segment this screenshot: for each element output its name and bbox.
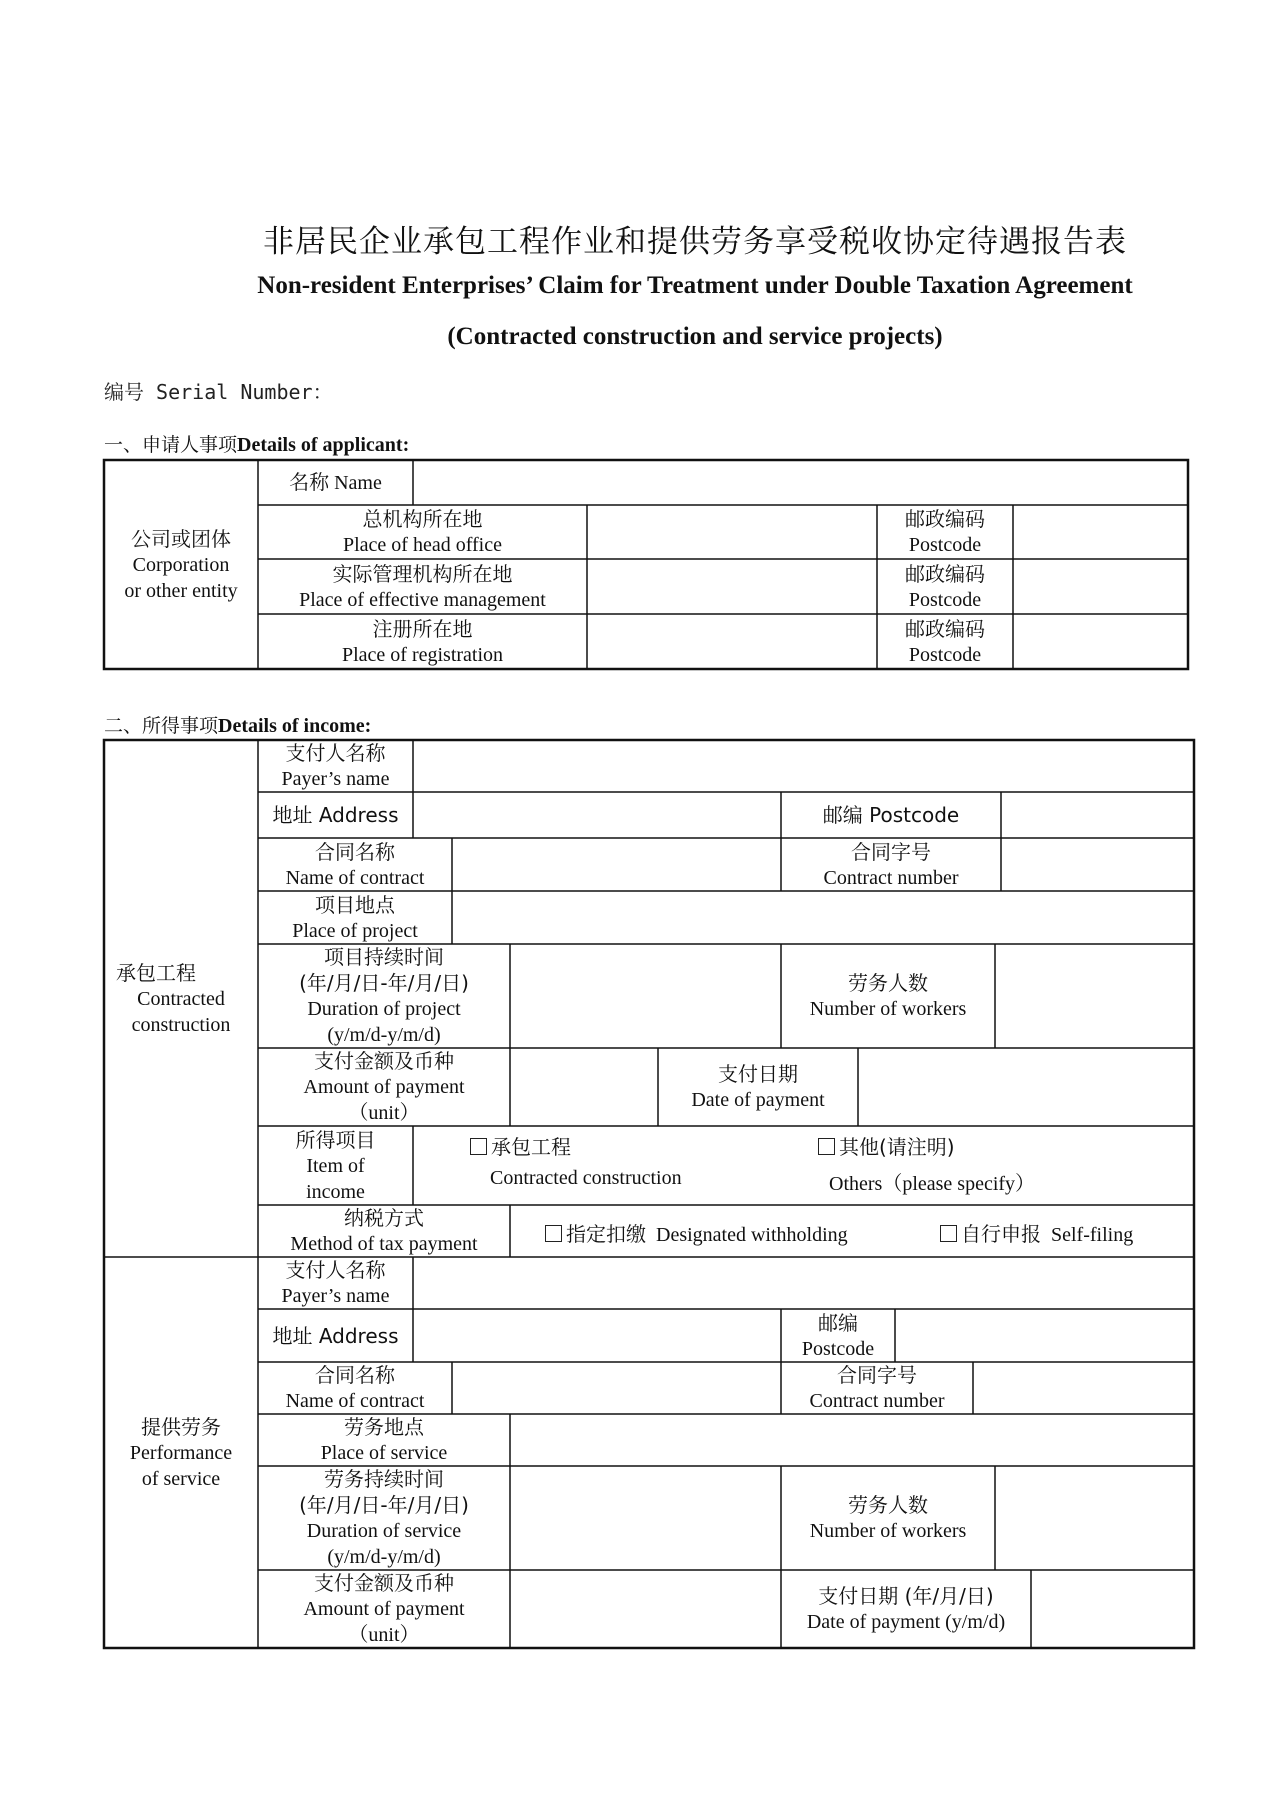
construction-group-en2: construction bbox=[131, 1013, 231, 1036]
c-workers-en: Number of workers bbox=[809, 998, 967, 1020]
opt-others-en: Others（please specify） bbox=[829, 1173, 1036, 1195]
form-title-en: Non-resident Enterprises’ Claim for Treatment under Double Taxation Agreement bbox=[257, 272, 1133, 299]
effective-management-label bbox=[258, 559, 587, 614]
opt-others-cn: 其他(请注明) bbox=[839, 1135, 955, 1159]
s-contract-number-field[interactable] bbox=[973, 1362, 1194, 1414]
s-date-cn: 支付日期 (年/月/日) bbox=[818, 1584, 994, 1608]
c-item-cn: 所得项目 bbox=[295, 1127, 376, 1152]
c-amount-en: Amount of payment bbox=[303, 1076, 465, 1098]
registration-label bbox=[258, 614, 587, 669]
c-item-option-construction[interactable] bbox=[470, 1131, 571, 1160]
s-amount-cn: 支付金额及币种 bbox=[314, 1571, 454, 1595]
applicant-entity-label bbox=[104, 460, 258, 669]
s-place-en: Place of service bbox=[320, 1442, 448, 1464]
s-payer-cn: 支付人名称 bbox=[285, 1258, 386, 1282]
s-postcode-field[interactable] bbox=[895, 1309, 1194, 1362]
postcode-cn: 邮政编码 bbox=[905, 616, 985, 641]
section-income-en: Details of income: bbox=[218, 715, 372, 737]
c-address-field[interactable] bbox=[413, 792, 781, 838]
s-date-en: Date of payment (y/m/d) bbox=[806, 1611, 1006, 1633]
registration-en: Place of registration bbox=[341, 643, 504, 666]
c-item-en1: Item of bbox=[306, 1154, 365, 1177]
c-contract-name-en: Name of contract bbox=[285, 866, 425, 889]
effective-postcode-field[interactable] bbox=[1013, 559, 1188, 614]
effective-postcode-label bbox=[877, 559, 1013, 614]
s-contract-no-en: Contract number bbox=[809, 1390, 945, 1412]
c-workers-cn: 劳务人数 bbox=[848, 971, 928, 995]
service-group-label bbox=[104, 1257, 258, 1648]
c-contract-no-cn: 合同字号 bbox=[851, 839, 931, 864]
c-place-cn: 项目地点 bbox=[315, 892, 395, 917]
entity-label-en2: or other entity bbox=[124, 579, 238, 602]
checkbox-withholding[interactable] bbox=[545, 1225, 562, 1242]
construction-group-en1: Contracted bbox=[137, 987, 225, 1010]
c-date-cn: 支付日期 bbox=[718, 1062, 798, 1086]
s-contract-no-cn: 合同字号 bbox=[837, 1363, 917, 1387]
s-payer-field[interactable] bbox=[413, 1257, 1194, 1309]
section-applicant-en: Details of applicant: bbox=[237, 434, 410, 456]
form-subtitle: (Contracted construction and service projects) bbox=[447, 323, 943, 350]
s-address-label bbox=[258, 1309, 413, 1362]
effective-cn: 实际管理机构所在地 bbox=[332, 561, 513, 586]
opt-selffiling-cn: 自行申报 bbox=[961, 1222, 1041, 1246]
registration-postcode-label bbox=[877, 614, 1013, 669]
c-address-label bbox=[258, 792, 413, 838]
c-date-field[interactable] bbox=[858, 1048, 1194, 1126]
c-contract-number-label bbox=[781, 838, 1001, 891]
s-duration-field[interactable] bbox=[510, 1466, 781, 1570]
s-place-field[interactable] bbox=[510, 1414, 1194, 1466]
c-postcode-field[interactable] bbox=[1001, 792, 1194, 838]
s-postcode-en: Postcode bbox=[801, 1337, 875, 1360]
s-contract-name-field[interactable] bbox=[452, 1362, 781, 1414]
s-contract-name-cn: 合同名称 bbox=[315, 1363, 395, 1387]
postcode-en: Postcode bbox=[908, 534, 982, 556]
c-address-text: 地址 Address bbox=[272, 803, 399, 827]
opt-withholding-en: Designated withholding bbox=[656, 1224, 848, 1246]
c-contract-number-field[interactable] bbox=[1001, 838, 1194, 891]
s-amount-label bbox=[258, 1570, 510, 1648]
checkbox-others[interactable] bbox=[818, 1138, 835, 1155]
head-office-field[interactable] bbox=[587, 505, 877, 559]
c-duration-field[interactable] bbox=[510, 944, 781, 1048]
c-workers-label bbox=[781, 944, 995, 1048]
opt-construction-en: Contracted construction bbox=[490, 1167, 682, 1189]
c-amount-label bbox=[258, 1048, 510, 1126]
c-contract-name-field[interactable] bbox=[452, 838, 781, 891]
c-date-en: Date of payment bbox=[691, 1089, 825, 1111]
checkbox-construction[interactable] bbox=[470, 1138, 487, 1155]
c-duration-cn: 项目持续时间 bbox=[324, 945, 444, 969]
c-duration-label bbox=[258, 944, 510, 1048]
entity-label-cn: 公司或团体 bbox=[131, 526, 231, 551]
c-amount-unit: （unit） bbox=[348, 1102, 420, 1124]
s-workers-cn: 劳务人数 bbox=[848, 1493, 928, 1517]
s-duration-label bbox=[258, 1466, 510, 1570]
registration-postcode-field[interactable] bbox=[1013, 614, 1188, 669]
c-item-en2: income bbox=[306, 1180, 365, 1203]
c-date-label bbox=[658, 1048, 858, 1126]
s-address-text: 地址 Address bbox=[272, 1323, 399, 1348]
opt-selffiling-en: Self-filing bbox=[1051, 1224, 1134, 1246]
head-office-postcode-label bbox=[877, 505, 1013, 559]
c-place-label bbox=[258, 891, 452, 944]
s-workers-label bbox=[781, 1466, 995, 1570]
s-contract-number-label bbox=[781, 1362, 973, 1414]
s-date-label bbox=[781, 1570, 1031, 1648]
registration-field[interactable] bbox=[587, 614, 877, 669]
s-workers-field[interactable] bbox=[995, 1466, 1194, 1570]
service-group-cn: 提供劳务 bbox=[141, 1414, 221, 1439]
c-payer-field[interactable] bbox=[413, 740, 1194, 792]
c-payer-en: Payer’s name bbox=[281, 768, 390, 790]
effective-management-field[interactable] bbox=[587, 559, 877, 614]
head-office-cn: 总机构所在地 bbox=[362, 507, 483, 531]
postcode-cn: 邮政编码 bbox=[905, 561, 985, 586]
opt-withholding-cn: 指定扣缴 bbox=[566, 1222, 646, 1246]
head-office-label bbox=[258, 505, 587, 559]
entity-label-en1: Corporation bbox=[132, 553, 230, 576]
s-payer-label bbox=[258, 1257, 413, 1309]
s-duration-en: Duration of service bbox=[306, 1520, 462, 1542]
s-duration-fmt-cn: (年/月/日-年/月/日) bbox=[299, 1493, 469, 1517]
c-place-field[interactable] bbox=[452, 891, 1194, 944]
effective-en: Place of effective management bbox=[299, 588, 546, 611]
c-payer-cn: 支付人名称 bbox=[285, 741, 386, 765]
c-amount-field[interactable] bbox=[510, 1048, 658, 1126]
c-place-en: Place of project bbox=[292, 919, 418, 942]
s-duration-fmt-en: (y/m/d-y/m/d) bbox=[327, 1546, 441, 1568]
checkbox-self-filing[interactable] bbox=[940, 1225, 957, 1242]
applicant-name-label bbox=[258, 460, 413, 505]
option-self-filing[interactable] bbox=[940, 1218, 1133, 1247]
c-item-label bbox=[258, 1126, 413, 1205]
s-amount-en: Amount of payment bbox=[303, 1598, 465, 1620]
s-payer-en: Payer’s name bbox=[281, 1285, 390, 1307]
c-amount-cn: 支付金额及币种 bbox=[314, 1049, 454, 1073]
opt-construction-cn: 承包工程 bbox=[491, 1135, 571, 1159]
s-place-label bbox=[258, 1414, 510, 1466]
c-tax-method-label bbox=[258, 1205, 510, 1257]
s-postcode-cn: 邮编 bbox=[818, 1310, 858, 1335]
section-income-cn: 二、所得事项 bbox=[104, 715, 219, 737]
c-duration-fmt-en: (y/m/d-y/m/d) bbox=[327, 1024, 441, 1046]
c-contract-name-label bbox=[258, 838, 452, 891]
service-group-en2: of service bbox=[141, 1467, 221, 1490]
c-tax-method-en: Method of tax payment bbox=[290, 1233, 478, 1255]
c-postcode-label bbox=[781, 792, 1001, 838]
s-amount-unit: （unit） bbox=[348, 1624, 420, 1646]
s-contract-name-label bbox=[258, 1362, 452, 1414]
c-workers-field[interactable] bbox=[995, 944, 1194, 1048]
s-date-field[interactable] bbox=[1031, 1570, 1194, 1648]
c-contract-name-cn: 合同名称 bbox=[315, 839, 395, 864]
c-payer-label bbox=[258, 740, 413, 792]
s-place-cn: 劳务地点 bbox=[344, 1415, 424, 1439]
postcode-en: Postcode bbox=[908, 588, 982, 611]
c-contract-no-en: Contract number bbox=[823, 866, 959, 889]
section-applicant-cn: 一、申请人事项 bbox=[104, 434, 238, 456]
c-duration-en: Duration of project bbox=[307, 998, 461, 1020]
name-label: 名称 Name bbox=[289, 471, 382, 494]
s-postcode-label bbox=[781, 1309, 895, 1362]
postcode-en: Postcode bbox=[908, 643, 982, 666]
option-designated-withholding[interactable] bbox=[545, 1218, 848, 1247]
c-item-option-others[interactable] bbox=[818, 1131, 955, 1160]
s-workers-en: Number of workers bbox=[809, 1520, 967, 1542]
applicant-name-field[interactable] bbox=[413, 460, 1188, 505]
registration-cn: 注册所在地 bbox=[372, 616, 473, 641]
c-duration-fmt-cn: (年/月/日-年/月/日) bbox=[299, 971, 469, 995]
form-title-cn: 非居民企业承包工程作业和提供劳务享受税收协定待遇报告表 bbox=[263, 224, 1127, 260]
head-office-postcode-field[interactable] bbox=[1013, 505, 1188, 559]
serial-number-label: 编号 Serial Number： bbox=[104, 380, 333, 404]
construction-group-cn: 承包工程 bbox=[116, 960, 196, 985]
s-address-field[interactable] bbox=[413, 1309, 781, 1362]
s-amount-field[interactable] bbox=[510, 1570, 781, 1648]
head-office-en: Place of head office bbox=[343, 534, 502, 556]
c-tax-method-cn: 纳税方式 bbox=[344, 1206, 424, 1230]
c-postcode-text: 邮编 Postcode bbox=[822, 803, 960, 827]
postcode-cn: 邮政编码 bbox=[905, 507, 985, 531]
s-duration-cn: 劳务持续时间 bbox=[324, 1467, 444, 1491]
s-contract-name-en: Name of contract bbox=[285, 1390, 425, 1412]
construction-group-label bbox=[104, 740, 258, 1257]
service-group-en1: Performance bbox=[129, 1441, 233, 1464]
